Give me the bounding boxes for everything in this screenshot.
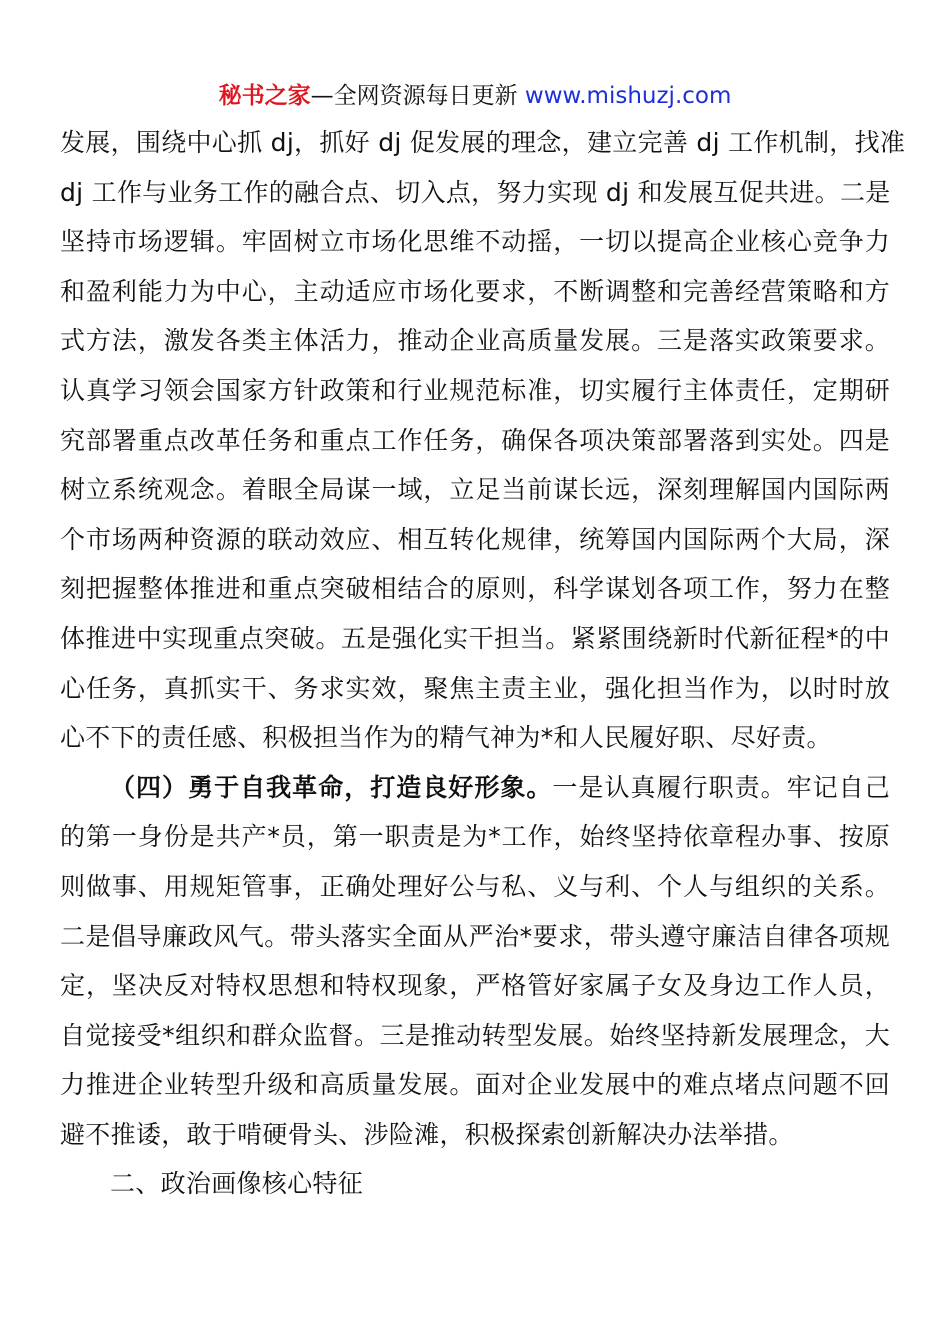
- text-line: 避不推诿，敢于啃硬骨头、涉险滩，积极探索创新解决办法举措。: [60, 1119, 794, 1149]
- text-line: 二是倡导廉政风气。带头落实全面从严治*要求，带头遵守廉洁自律各项规: [60, 921, 890, 951]
- text-line: [60, 763, 890, 813]
- section-heading: 二、政治画像核心特征: [110, 1169, 364, 1199]
- text-line: 究部署重点改革任务和重点工作任务，确保各项决策部署落到实处。四是: [60, 425, 890, 455]
- text-line: 树立系统观念。着眼全局谋一域，立足当前谋长远，深刻理解国内国际两: [60, 475, 890, 505]
- text-line: 定，坚决反对特权思想和特权现象，严格管好家属子女及身边工作人员，: [60, 971, 890, 1001]
- text-line: 则做事、用规矩管事，正确处理好公与私、义与利、个人与组织的关系。: [60, 871, 890, 901]
- text-line: 式方法，激发各类主体活力，推动企业高质量发展。三是落实政策要求。: [60, 326, 890, 356]
- text-line: 刻把握整体推进和重点突破相结合的原则，科学谋划各项工作，努力在整: [60, 574, 890, 604]
- site-url-link[interactable]: www.mishuzj.com: [524, 83, 732, 109]
- text-line: 体推进中实现重点突破。五是强化实干担当。紧紧围绕新时代新征程*的中: [60, 623, 890, 653]
- text-run: 一是认真履行职责。牢记自己: [552, 772, 890, 802]
- text-line: 心任务，真抓实干、务求实效，聚焦主责主业，强化担当作为，以时时放: [60, 673, 890, 703]
- text-line: 心不下的责任感、积极担当作为的精气神为*和人民履好职、尽好责。: [60, 723, 832, 753]
- brand-name: 秘书之家: [218, 83, 311, 109]
- header-tagline: —全网资源每日更新: [310, 83, 525, 109]
- text-line: 坚持市场逻辑。牢固树立市场化思维不动摇，一切以提高企业核心竞争力: [60, 227, 890, 257]
- text-line: 力推进企业转型升级和高质量发展。面对企业发展中的难点堵点问题不回: [60, 1070, 890, 1100]
- text-line: 发展，围绕中心抓 dj，抓好 dj 促发展的理念，建立完善 dj 工作机制，找准: [60, 128, 906, 157]
- paragraph-2: [60, 763, 890, 1160]
- text-line: 和盈利能力为中心，主动适应市场化要求，不断调整和完善经营策略和方: [60, 276, 890, 306]
- subsection-heading: （四）勇于自我革命，打造良好形象。: [110, 772, 553, 802]
- text-line: 自觉接受*组织和群众监督。三是推动转型发展。始终坚持新发展理念，大: [60, 1020, 890, 1050]
- text-line: dj 工作与业务工作的融合点、切入点，努力实现 dj 和发展互促共进。二是: [60, 177, 891, 207]
- text-line: 认真学习领会国家方针政策和行业规范标准，切实履行主体责任，定期研: [60, 375, 890, 405]
- document-body: [60, 118, 906, 1209]
- text-line: 个市场两种资源的联动效应、相互转化规律，统筹国内国际两个大局，深: [60, 524, 890, 554]
- paragraph-1: [60, 118, 906, 763]
- text-line: 的第一身份是共产*员，第一职责是为*工作，始终坚持依章程办事、按原: [60, 822, 890, 852]
- site-header: [0, 80, 950, 112]
- section-heading-block: [60, 1159, 890, 1209]
